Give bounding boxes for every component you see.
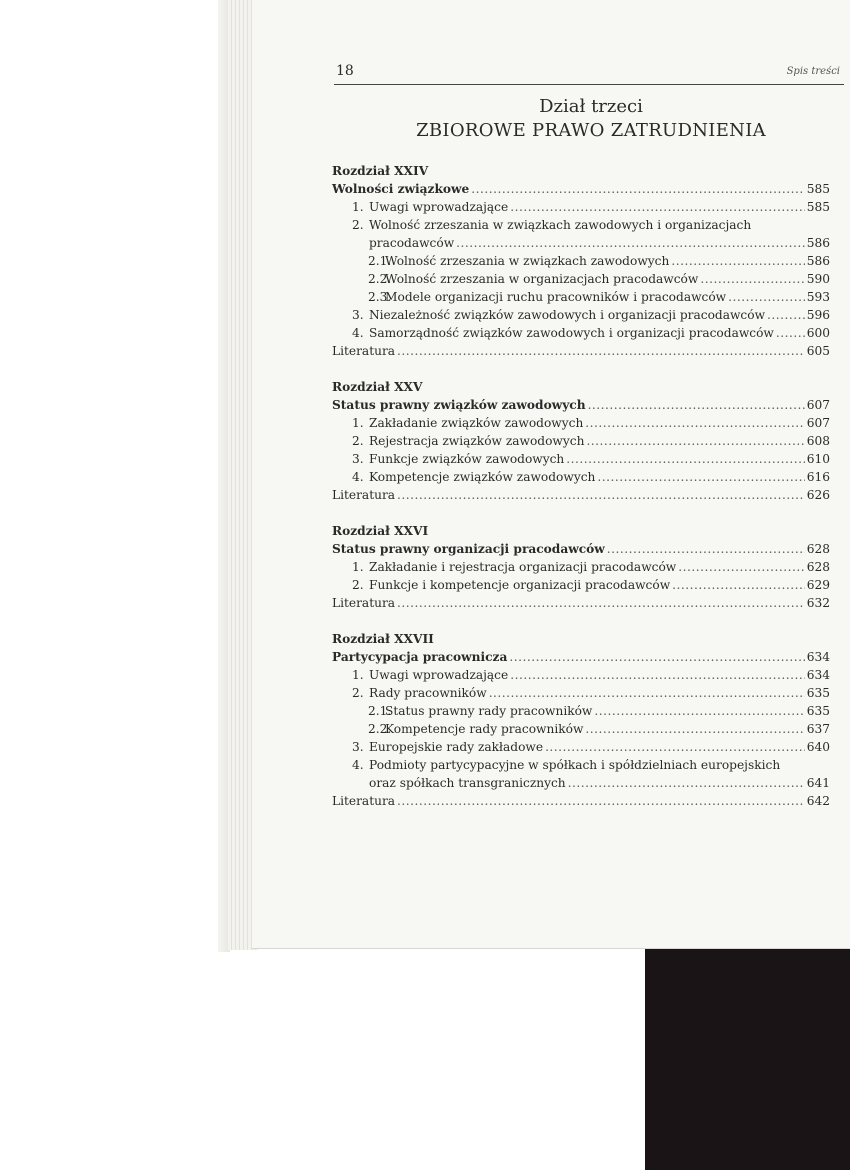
toc-entry-text: Literatura [332, 488, 396, 502]
toc-entry-text: Uwagi wprowadzające [369, 200, 509, 214]
toc-entry-title [332, 594, 395, 612]
toc-entry-title [332, 486, 395, 504]
toc-page-number: 635 [806, 704, 830, 718]
toc-entry [332, 306, 830, 324]
chapter-heading [332, 648, 830, 666]
toc-entry-title [352, 450, 564, 468]
toc-page-number: 637 [806, 722, 830, 736]
toc-entry-text: Funkcje i kompetencje organizacji pracodawców [369, 578, 671, 592]
toc-entry-title [352, 198, 508, 216]
toc-entry-text: Partycypacja pracownicza [332, 650, 508, 664]
toc-entry-title [368, 252, 669, 270]
toc-entry-number: 2. [352, 434, 364, 448]
dot-leader [397, 342, 805, 360]
toc-page-number: 632 [806, 596, 830, 610]
toc-entry [332, 738, 830, 756]
toc-page-number: 586 [806, 236, 830, 250]
toc-entry [332, 576, 830, 594]
toc-entry-text: Kompetencje rady pracowników [385, 722, 584, 736]
toc-page-number: 628 [806, 560, 830, 574]
chapter-label: Rozdział XXVII [332, 632, 434, 646]
toc-entry [332, 450, 830, 468]
toc-entry-text: Wolność zrzeszania w organizacjach pracodawców [385, 272, 699, 286]
dot-leader [607, 540, 805, 558]
literature-entry [332, 342, 830, 360]
toc-entry-text: oraz spółkach transgranicznych [369, 776, 566, 790]
dot-leader [471, 180, 804, 198]
toc-entry [332, 720, 830, 738]
dot-leader [585, 414, 804, 432]
toc-page-number: 585 [806, 200, 830, 214]
dot-leader [566, 450, 804, 468]
toc-entry-first-line [332, 216, 830, 234]
toc-entry-text: Status prawny związków zawodowych [332, 398, 586, 412]
toc-page-number: 586 [806, 254, 830, 268]
dot-leader [594, 702, 804, 720]
dot-leader [586, 432, 804, 450]
toc-entry-number: 1. [352, 200, 364, 214]
toc-entry-number: 3. [352, 452, 364, 466]
chapter-block [332, 630, 830, 810]
toc-entry-title [352, 738, 543, 756]
toc-page-number: 628 [806, 542, 830, 556]
toc-entry-title [332, 180, 469, 198]
dot-leader [671, 252, 804, 270]
literature-entry [332, 792, 830, 810]
toc-entry-text: Literatura [332, 794, 396, 808]
dot-leader [678, 558, 805, 576]
dot-leader [585, 720, 804, 738]
toc-entry-number: 4. [352, 470, 364, 484]
toc-entry-text: Podmioty partycypacyjne w spółkach i spółdzielniach europejskich [369, 758, 781, 772]
toc-entry-title [332, 342, 395, 360]
toc-entry-continuation [332, 234, 830, 252]
toc-entry-first-line [332, 756, 830, 774]
chapter-label: Rozdział XXV [332, 380, 423, 394]
toc-page-number: 593 [806, 290, 830, 304]
toc-entry [332, 270, 830, 288]
dot-leader [568, 774, 805, 792]
toc-entry-number: 4. [352, 326, 364, 340]
toc-entry-text: Rady pracowników [369, 686, 487, 700]
dot-leader [700, 270, 804, 288]
dot-leader [456, 234, 805, 252]
dot-leader [597, 468, 804, 486]
toc-entry-title [368, 288, 726, 306]
toc-entry-number: 2. [352, 686, 364, 700]
toc-entry-text: Zakładanie związków zawodowych [369, 416, 584, 430]
chapter-heading [332, 180, 830, 198]
toc-entry-text: Zakładanie i rejestracja organizacji pracodawców [369, 560, 677, 574]
toc-entry [332, 558, 830, 576]
running-head: Spis treści [786, 66, 840, 77]
chapter-heading [332, 540, 830, 558]
toc-entry-title [332, 396, 586, 414]
toc-entry-title [352, 306, 765, 324]
toc-entry [332, 414, 830, 432]
toc-entry-text: Rejestracja związków zawodowych [369, 434, 585, 448]
toc-entry-title [368, 720, 583, 738]
toc-entry-text: Wolności związkowe [332, 182, 470, 196]
toc-entry-number: 2.2. [368, 272, 392, 286]
literature-entry [332, 594, 830, 612]
toc-entry [332, 468, 830, 486]
toc-entry-title [352, 414, 583, 432]
toc-entry-text: Literatura [332, 344, 396, 358]
toc-entry-title [352, 468, 595, 486]
header-rule [334, 84, 844, 85]
toc-entry-title [352, 558, 676, 576]
toc-page-number: 608 [806, 434, 830, 448]
toc-entry [332, 432, 830, 450]
toc-page-number: 600 [806, 326, 830, 340]
toc-entry-text: Europejskie rady zakładowe [369, 740, 544, 754]
dot-leader [489, 684, 805, 702]
part-label: Dział trzeci [539, 96, 643, 117]
toc-entry-text: Literatura [332, 596, 396, 610]
toc-entry-text: Samorządność związków zawodowych i organizacji pracodawców [369, 326, 774, 340]
dot-leader [588, 396, 805, 414]
toc-entry-number: 1. [352, 668, 364, 682]
toc-entry-number: 3. [352, 308, 364, 322]
chapter-block [332, 162, 830, 360]
toc-entry-number: 2.3. [368, 290, 392, 304]
toc-entry-title [352, 576, 670, 594]
toc-entry-number: 1. [352, 560, 364, 574]
toc-entry-text: Status prawny organizacji pracodawców [332, 542, 605, 556]
toc-page-number: 607 [806, 416, 830, 430]
toc-page-number: 629 [806, 578, 830, 592]
toc-entry-title [369, 774, 566, 792]
toc-page-number: 634 [806, 650, 830, 664]
chapter-heading [332, 396, 830, 414]
dot-leader [545, 738, 805, 756]
toc-page-number: 634 [806, 668, 830, 682]
toc-entry-text: Status prawny rady pracowników [385, 704, 593, 718]
toc-entry-text: Niezależność związków zawodowych i organizacji pracodawców [369, 308, 766, 322]
toc-page-number: 607 [806, 398, 830, 412]
dot-leader [397, 792, 805, 810]
dot-leader [728, 288, 805, 306]
toc-entry [332, 198, 830, 216]
toc-page-number: 640 [806, 740, 830, 754]
toc-entry-text: pracodawców [369, 236, 455, 250]
toc-entry-title [332, 792, 395, 810]
toc-entry [332, 666, 830, 684]
chapter-block [332, 378, 830, 504]
dot-leader [672, 576, 805, 594]
toc-entry-number: 3. [352, 740, 364, 754]
toc-entry-title [368, 702, 592, 720]
toc-page-number: 590 [806, 272, 830, 286]
book-page [252, 0, 850, 949]
dot-leader [397, 486, 805, 504]
toc-entry [332, 684, 830, 702]
toc-entry-text: Funkcje związków zawodowych [369, 452, 565, 466]
toc-entry-number: 4. [352, 758, 364, 772]
toc-entry-text: Wolność zrzeszania w związkach zawodowych [385, 254, 670, 268]
part-title: ZBIOROWE PRAWO ZATRUDNIENIA [416, 120, 766, 141]
chapter-block [332, 522, 830, 612]
toc-entry-number: 2.1. [368, 704, 392, 718]
toc-entry-title [332, 648, 507, 666]
literature-entry [332, 486, 830, 504]
dot-leader [776, 324, 805, 342]
page-number: 18 [336, 63, 354, 79]
toc-page-number: 596 [806, 308, 830, 322]
toc-entry [332, 324, 830, 342]
toc-entry-text: Modele organizacji ruchu pracowników i pracodawców [385, 290, 727, 304]
chapter-label: Rozdział XXIV [332, 164, 429, 178]
dot-leader [510, 666, 805, 684]
toc-page-number: 635 [806, 686, 830, 700]
toc-entry-title [352, 432, 584, 450]
toc-entry-number: 2.1. [368, 254, 392, 268]
toc-entry-text: Uwagi wprowadzające [369, 668, 509, 682]
toc-entry [332, 288, 830, 306]
toc-page-number: 626 [806, 488, 830, 502]
dot-leader [397, 594, 805, 612]
toc-page-number: 641 [806, 776, 830, 790]
toc-entry-number: 2. [352, 578, 364, 592]
toc-entry [332, 702, 830, 720]
toc-entry-text: Wolność zrzeszania w związkach zawodowych i organizacjach [369, 218, 752, 232]
toc-entry-text: Kompetencje związków zawodowych [369, 470, 596, 484]
dot-leader [509, 648, 804, 666]
toc-entry-title [369, 234, 454, 252]
toc-entry-title [332, 540, 605, 558]
toc-entry-title [352, 756, 780, 774]
chapter-label: Rozdział XXVI [332, 524, 429, 538]
toc-entry-number: 2.2. [368, 722, 392, 736]
toc-entry-title [352, 324, 774, 342]
dot-leader [510, 198, 805, 216]
toc-page-number: 616 [806, 470, 830, 484]
toc-entry-title [352, 684, 487, 702]
toc-page-number: 642 [806, 794, 830, 808]
toc-entry-title [352, 666, 508, 684]
toc-entry [332, 252, 830, 270]
toc-page-number: 585 [806, 182, 830, 196]
dot-leader [767, 306, 805, 324]
toc-entry-number: 1. [352, 416, 364, 430]
toc-entry-title [368, 270, 698, 288]
table-of-contents [332, 162, 830, 828]
toc-page-number: 605 [806, 344, 830, 358]
toc-entry-number: 2. [352, 218, 364, 232]
toc-entry-title [352, 216, 751, 234]
scanner-edge-bottom-right [645, 948, 850, 1170]
toc-page-number: 610 [806, 452, 830, 466]
toc-entry-continuation [332, 774, 830, 792]
